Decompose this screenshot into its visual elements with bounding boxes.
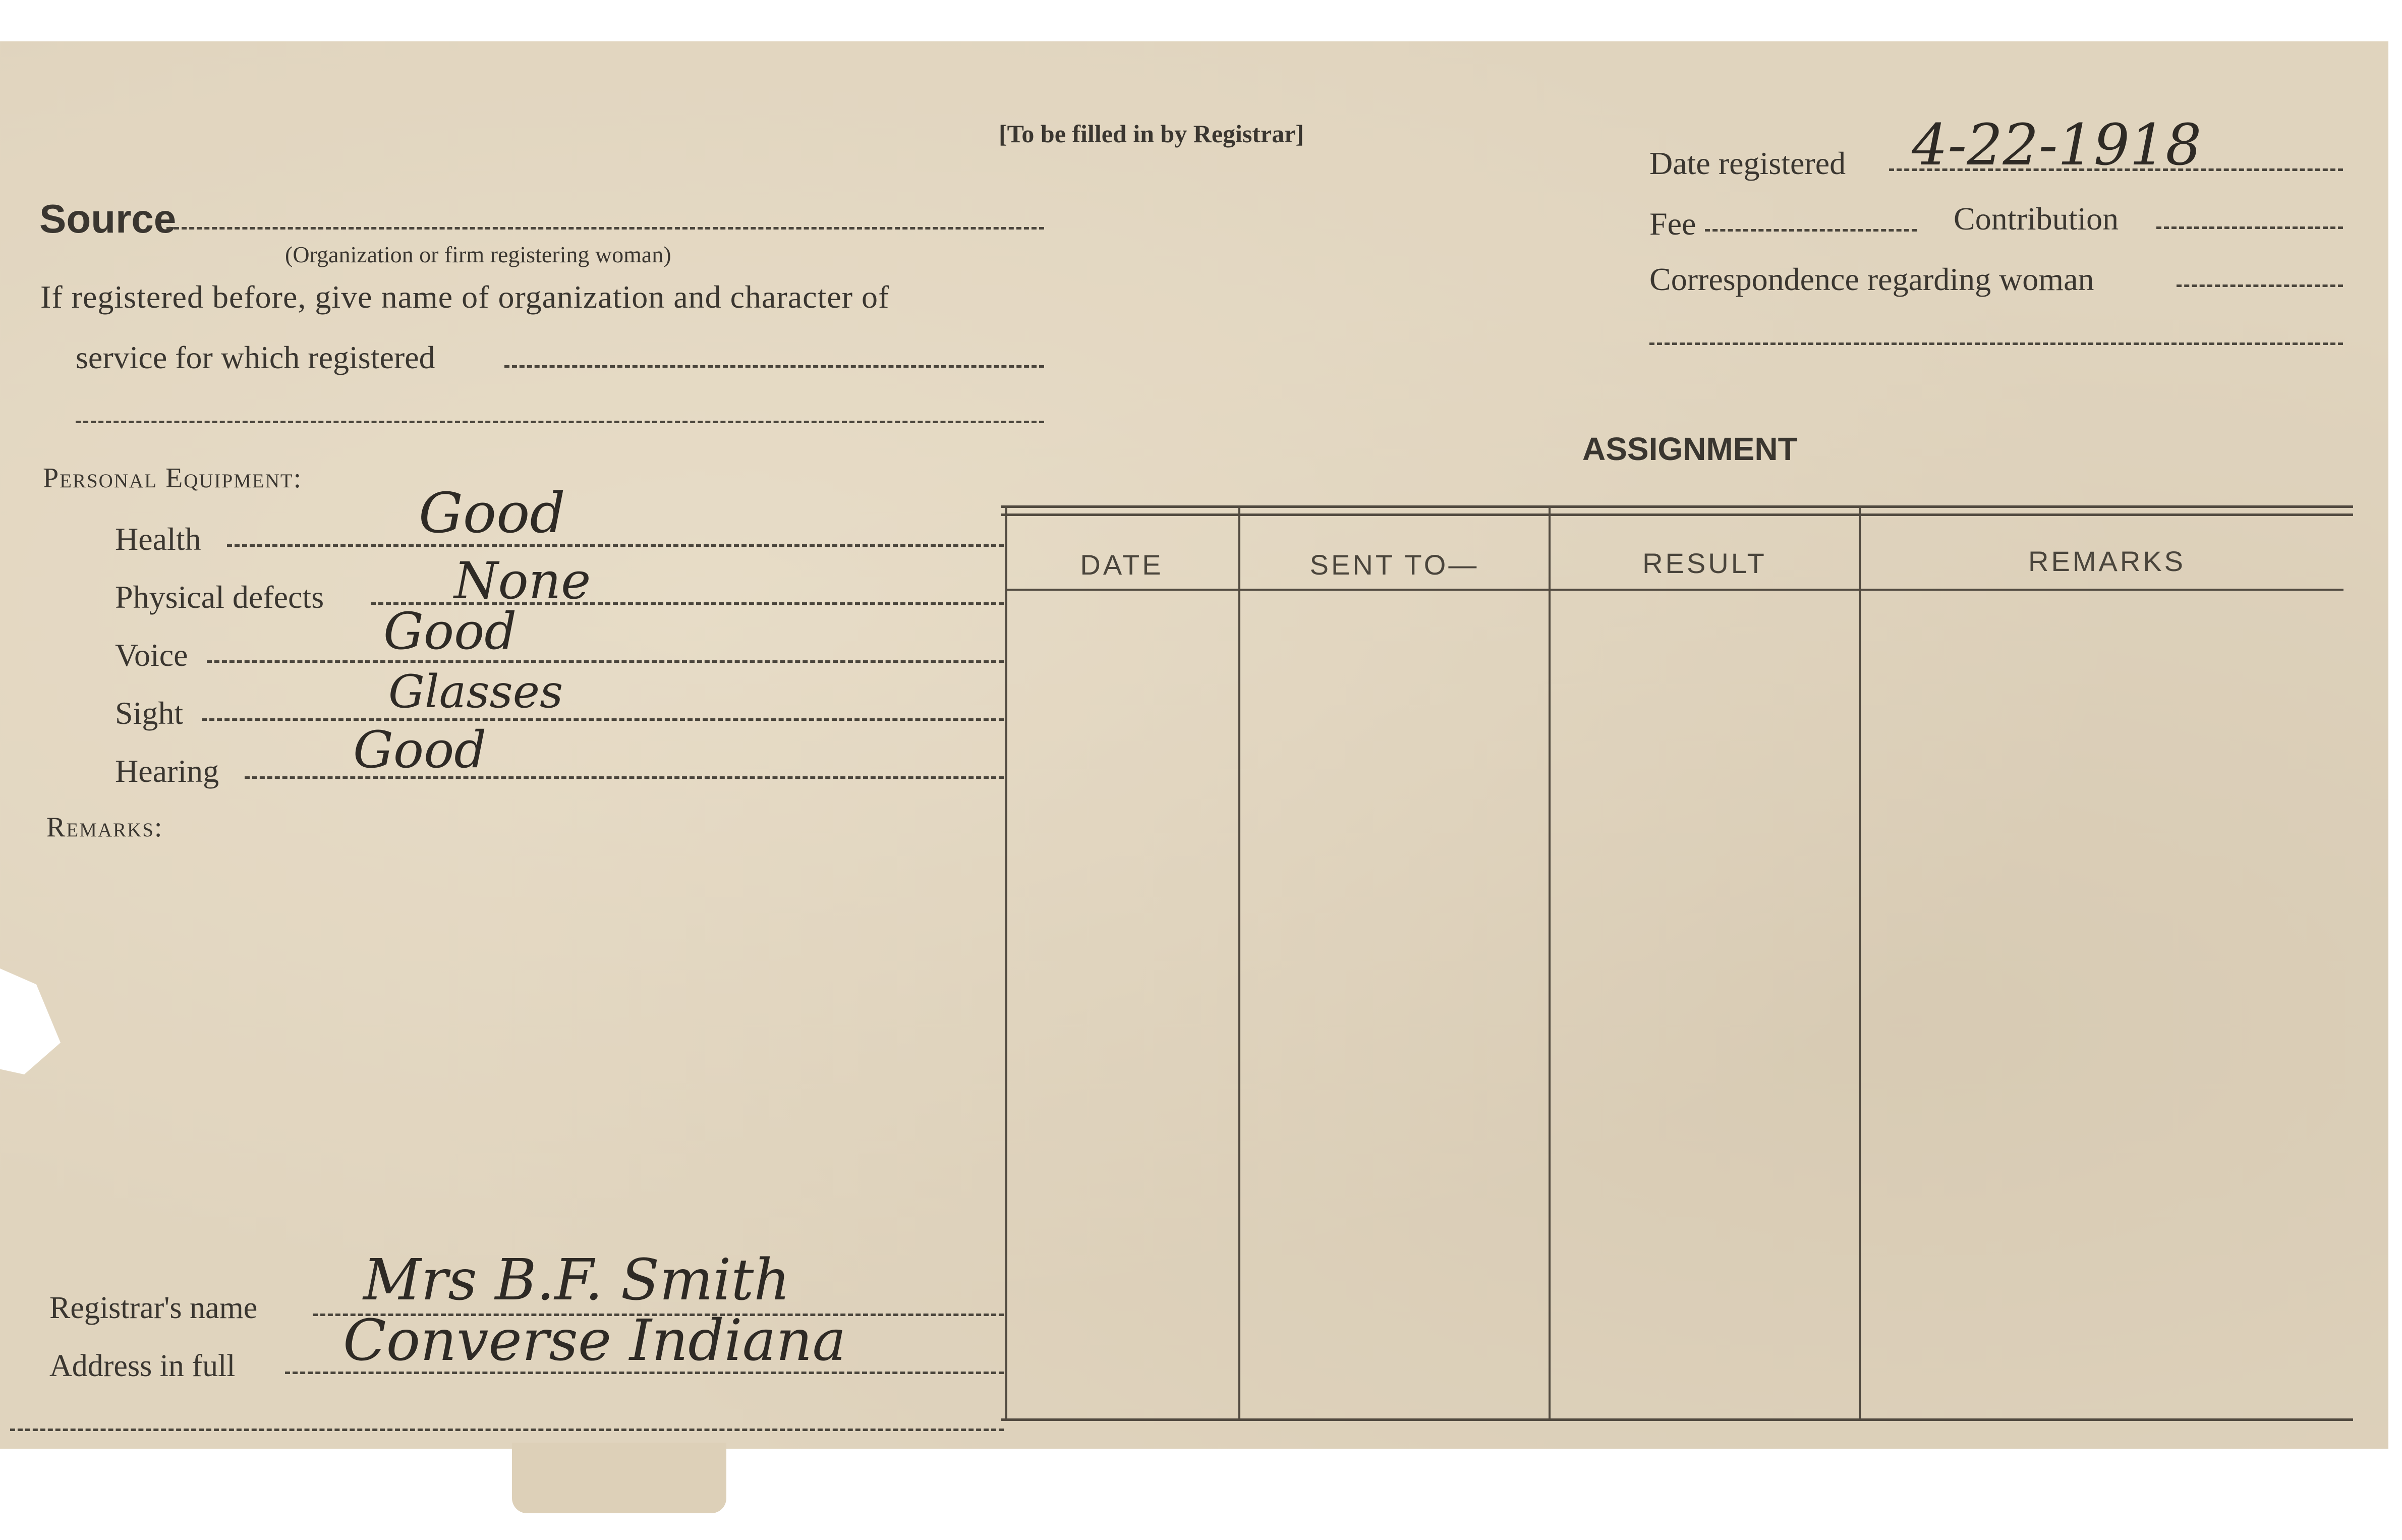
contribution-label: Contribution: [1954, 201, 2119, 237]
hearing-label: Hearing: [115, 753, 219, 789]
contribution-line: [2156, 226, 2343, 229]
health-line: [227, 544, 1004, 547]
date-registered-label: Date registered: [1649, 145, 1846, 181]
bottom-line: [10, 1429, 1004, 1431]
column-header-remarks: REMARKS: [2028, 545, 2186, 577]
assignment-title: ASSIGNMENT: [1582, 431, 1798, 467]
source-label: Source: [39, 196, 177, 241]
registered-before-line: [504, 365, 1044, 368]
registrar-name-value: Mrs B.F. Smith: [363, 1247, 790, 1313]
address-value: Converse Indiana: [343, 1308, 846, 1374]
registered-before-line1: If registered before, give name of organization and character of: [40, 279, 890, 315]
hearing-value: Good: [353, 720, 487, 779]
sight-line: [202, 718, 1004, 721]
voice-label: Voice: [115, 637, 188, 673]
column-header-sent-to: SENT TO—: [1309, 549, 1479, 581]
physical-defects-value: None: [454, 551, 591, 610]
fee-line: [1705, 229, 1917, 232]
registration-card: [0, 41, 2388, 1449]
date-registered-value: 4-22-1918: [1912, 112, 2202, 178]
table-bottom-rule: [1001, 1418, 2353, 1421]
source-line: [166, 227, 1044, 230]
date-column-divider: [1238, 505, 1240, 1421]
column-header-result: RESULT: [1642, 547, 1767, 579]
source-sublabel: (Organization or firm registering woman): [285, 242, 671, 267]
health-value: Good: [419, 481, 565, 545]
physical-defects-label: Physical defects: [115, 579, 324, 615]
column-header-date: DATE: [1080, 549, 1164, 581]
voice-line: [207, 660, 1004, 663]
sight-value: Glasses: [388, 665, 563, 718]
assignment-table: [1001, 505, 2353, 1421]
table-top-rule: [1001, 505, 2353, 508]
table-left-border: [1005, 505, 1007, 1421]
table-top-rule-2: [1001, 514, 2353, 516]
registered-before-line2: service for which registered: [76, 339, 435, 375]
card-tab: [512, 1443, 726, 1513]
health-label: Health: [115, 521, 201, 557]
voice-value: Good: [383, 602, 517, 661]
correspondence-extra-line: [1649, 343, 2343, 345]
sent-to-column-divider: [1549, 505, 1551, 1421]
registered-before-extra-line: [76, 421, 1044, 423]
correspondence-label: Correspondence regarding woman: [1649, 261, 2094, 297]
result-column-divider: [1859, 505, 1861, 1421]
table-header-rule: [1005, 589, 2343, 591]
remarks-label: Remarks:: [46, 812, 163, 843]
registrar-name-label: Registrar's name: [49, 1291, 258, 1325]
fee-label: Fee: [1649, 206, 1696, 242]
correspondence-line: [2177, 284, 2343, 287]
personal-equipment-label: Personal Equipment:: [43, 463, 303, 494]
address-label: Address in full: [49, 1349, 236, 1383]
sight-label: Sight: [115, 695, 184, 731]
registrar-note: [To be filled in by Registrar]: [999, 120, 1304, 148]
